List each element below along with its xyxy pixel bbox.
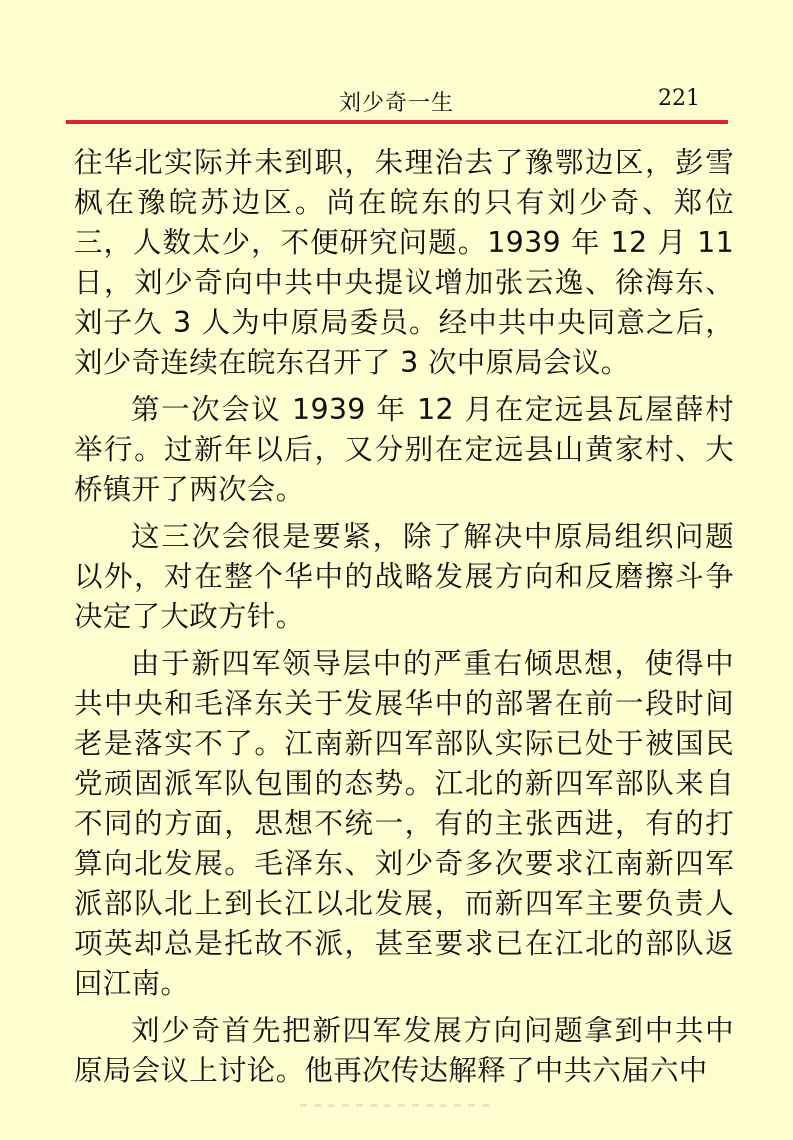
paragraph-continued: 往华北实际并未到职，朱理治去了豫鄂边区，彭雪枫在豫皖苏边区。尚在皖东的只有刘少奇、郑位三，人数太少，不便研究问题。1939 年 12 月 11 日，刘少奇向中共中央提议增加张云逸、徐海东、刘子久 3 人为中原局委员。经中共中央同意之后，刘少奇连续在皖东召开了 3 次中原局会议。 <box>74 146 744 379</box>
paragraph-three-meetings: 这三次会很是要紧，除了解决中原局组织问题以外，对在整个华中的战略发展方向和反磨擦斗争决定了大政方针。 <box>74 520 734 633</box>
footer-mark <box>300 1104 490 1107</box>
paragraph-new-fourth-army: 由于新四军领导层中的严重右倾思想，使得中共中央和毛泽东关于发展华中的部署在前一段时间老是落实不了。江南新四军部队实际已处于被国民党顽固派军队包围的态势。江北的新四军部队来自不同的方面，思想不统一，有的主张西进，有的打算向北发展。毛泽东、刘少奇多次要求江南新四军派部队北上到长江以北发展，而新四军主要负责人项英却总是托故不派，甚至要求已在江北的部队返回江南。 <box>74 647 734 1000</box>
page-header <box>0 0 793 130</box>
paragraph-gap <box>74 510 734 517</box>
paragraph-gap <box>74 1004 734 1011</box>
paragraph-gap <box>74 637 734 644</box>
paragraph-first-meeting: 第一次会议 1939 年 12 月在定远县瓦屋薛村举行。过新年以后，又分别在定远县山黄家村、大桥镇开了两次会。 <box>74 393 734 506</box>
page-number: 221 <box>658 86 700 111</box>
paragraph-gap <box>74 383 734 390</box>
running-title: 刘少奇一生 <box>339 91 455 116</box>
body-text <box>74 143 744 1091</box>
paragraph-liu-shaoqi: 刘少奇首先把新四军发展方向问题拿到中共中原局会议上讨论。他再次传达解释了中共六届六中 <box>74 1014 734 1087</box>
header-rule <box>66 120 728 124</box>
